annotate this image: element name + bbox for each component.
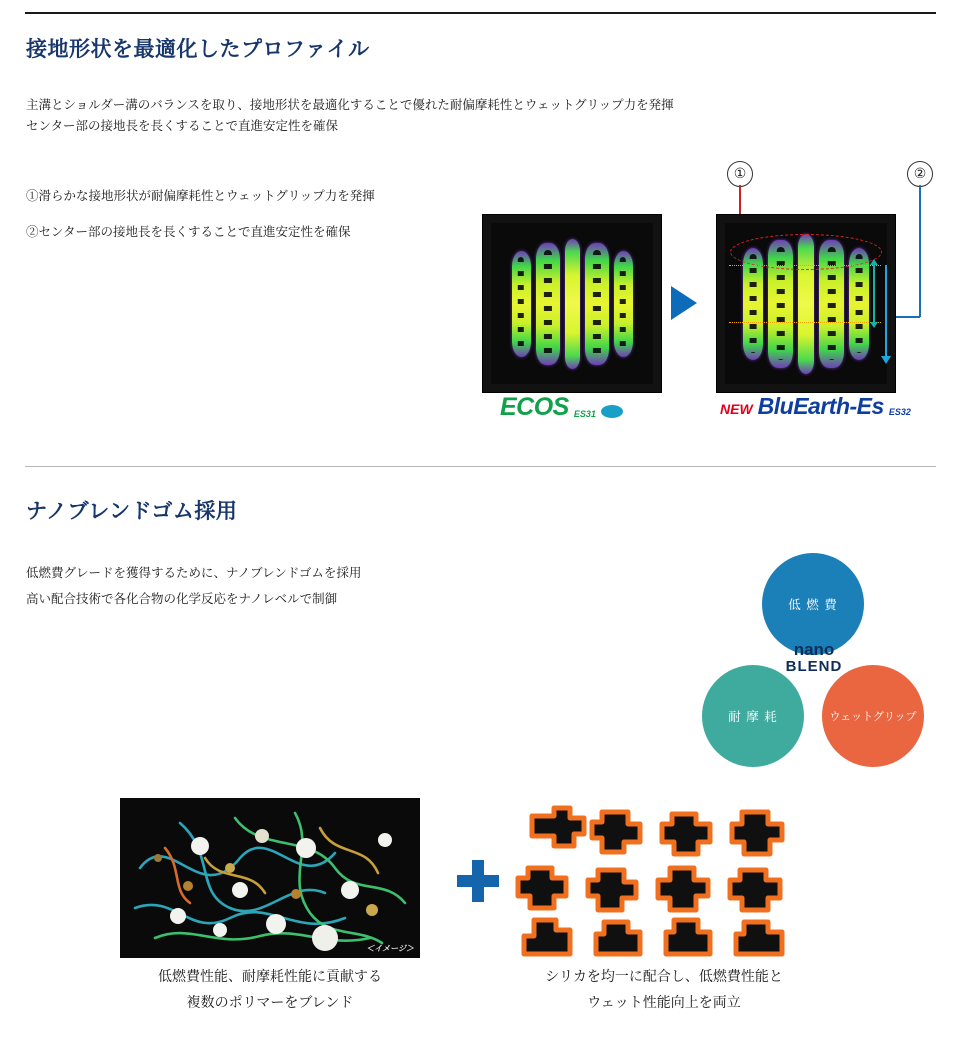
footprint-image-ecos bbox=[491, 223, 653, 384]
top-divider bbox=[25, 12, 936, 14]
silica-dispersion-image bbox=[514, 798, 814, 958]
right-caption bbox=[494, 963, 834, 1015]
callout-leader-2-vertical bbox=[919, 185, 921, 317]
section2-lead-line2: 高い配合技術で各化合物の化学反応をナノレベルで制御 bbox=[26, 592, 338, 606]
lobe-wet-grip-label: ウェットグリップ bbox=[829, 711, 917, 723]
contact-length-guide-top bbox=[729, 265, 881, 266]
plus-icon bbox=[457, 860, 499, 902]
contact-length-guide-bottom bbox=[729, 322, 881, 323]
section1-title: 接地形状を最適化したプロファイル bbox=[26, 38, 370, 61]
polymer-blend-illustration bbox=[120, 798, 420, 958]
footprint-comparison-figure bbox=[482, 161, 937, 423]
polymer-blend-image bbox=[120, 798, 420, 958]
section1-bullet-1: ①滑らかな接地形状が耐偏摩耗性とウェットグリップ力を発揮 bbox=[26, 189, 375, 203]
logo-bluearth bbox=[720, 393, 911, 420]
lobe-fuel-efficiency-label: 低 燃 費 bbox=[788, 598, 838, 612]
section-divider bbox=[25, 466, 936, 467]
tread-rib bbox=[614, 251, 633, 357]
callout-number-1: ① bbox=[727, 161, 753, 187]
contact-length-span-arrow bbox=[873, 265, 875, 322]
logo-new-prefix: NEW bbox=[720, 401, 753, 417]
bluearth-badge-icon bbox=[601, 405, 623, 418]
section2-lead bbox=[26, 560, 361, 612]
contact-length-extend-arrow bbox=[885, 265, 887, 357]
nano-blend-diagram bbox=[690, 553, 940, 778]
section1-bullets bbox=[26, 178, 375, 250]
nano-text: nano bbox=[793, 640, 835, 659]
tread-rib bbox=[585, 243, 609, 365]
section1-bullet-2: ②センター部の接地長を長くすることで直進安定性を確保 bbox=[26, 225, 351, 239]
section1-lead-line2: センター部の接地長を長くすることで直進安定性を確保 bbox=[26, 119, 339, 133]
lobe-wear-resistance-label: 耐 摩 耗 bbox=[728, 710, 778, 724]
comparison-arrow-icon bbox=[671, 286, 697, 320]
callout-number-2: ② bbox=[907, 161, 933, 187]
image-note-label: ＜イメージ＞ bbox=[366, 944, 414, 953]
section2-title: ナノブレンドゴム採用 bbox=[26, 500, 238, 523]
product-logo-row bbox=[482, 393, 937, 423]
logo-ecos-model: ES31 bbox=[573, 409, 596, 419]
logo-ecos bbox=[500, 393, 623, 422]
nano-blend-center-label bbox=[774, 641, 854, 695]
footprint-panel-ecos bbox=[482, 214, 662, 393]
tread-rib bbox=[536, 243, 560, 365]
logo-ecos-name: ECOS bbox=[500, 393, 569, 421]
section2-lead-line1: 低燃費グレードを獲得するために、ナノブレンドゴムを採用 bbox=[26, 566, 362, 580]
silica-dispersion-illustration bbox=[514, 798, 814, 958]
section1-lead-line1: 主溝とショルダー溝のバランスを取り、接地形状を最適化することで優れた耐偏摩耗性とウェットグリップ力を発揮 bbox=[26, 98, 674, 112]
logo-bluearth-name: BluEarth-Es bbox=[757, 393, 884, 419]
tread-rib bbox=[512, 251, 531, 357]
tread-rib-center bbox=[565, 239, 580, 369]
left-caption bbox=[100, 963, 440, 1015]
left-caption-line2: 複数のポリマーをブレンド bbox=[186, 994, 354, 1010]
right-caption-line1: シリカを均一に配合し、低燃費性能と bbox=[545, 968, 783, 984]
section1-lead bbox=[26, 95, 674, 137]
left-caption-line1: 低燃費性能、耐摩耗性能に貢献する bbox=[158, 968, 382, 984]
blend-text: BLEND bbox=[785, 658, 843, 675]
right-caption-line2: ウェット性能向上を両立 bbox=[587, 994, 741, 1010]
logo-bluearth-model: ES32 bbox=[888, 407, 911, 417]
